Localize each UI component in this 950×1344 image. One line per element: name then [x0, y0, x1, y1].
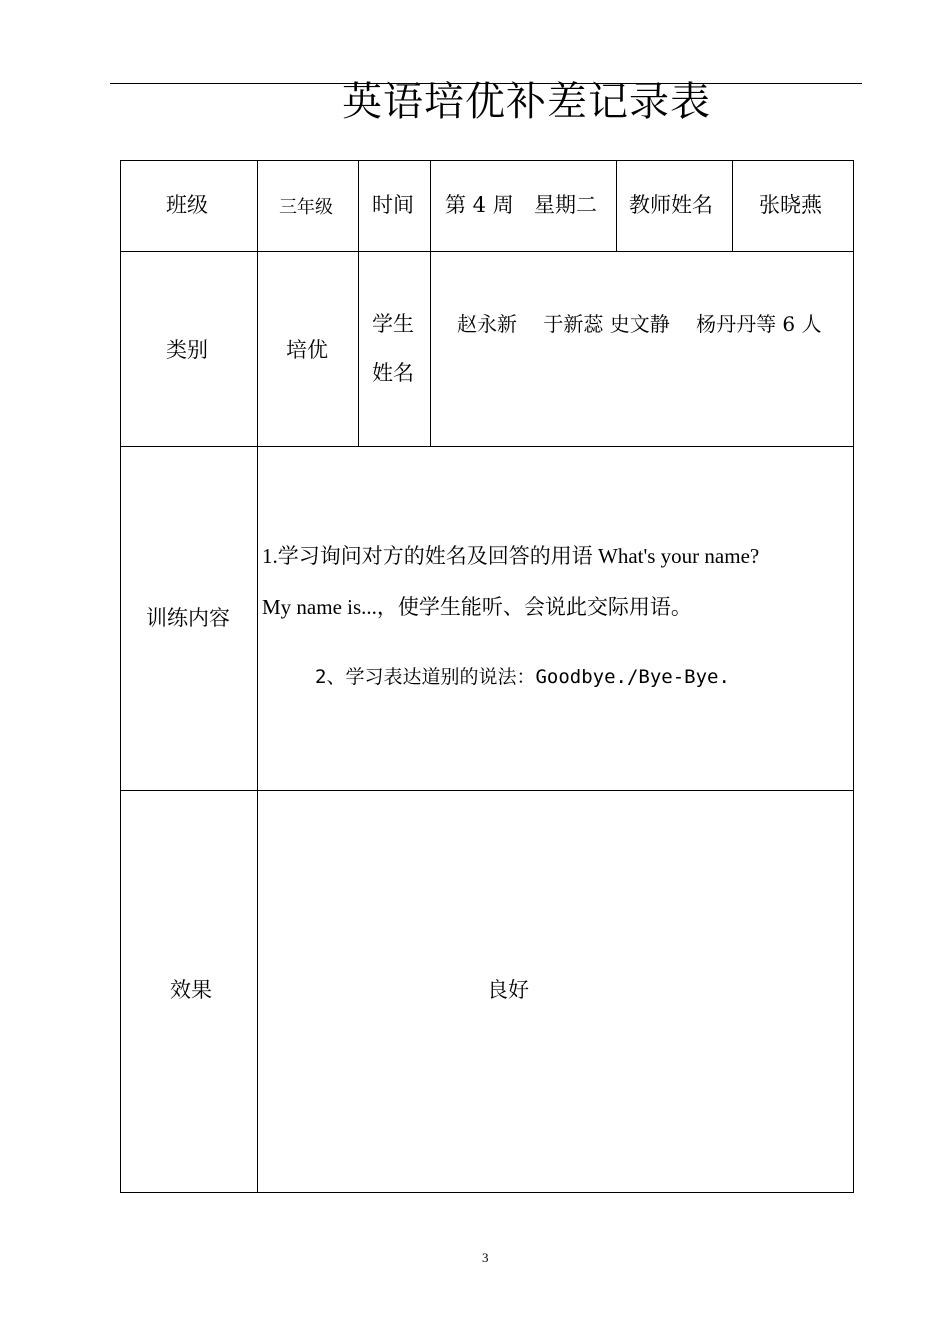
- column-divider: [732, 160, 733, 251]
- row-divider: [120, 251, 854, 252]
- training-content-line1: 1.学习询问对方的姓名及回答的用语 What's your name?: [262, 544, 760, 568]
- training-content-line2: My name is...，使学生能听、会说此交际用语。: [262, 595, 692, 619]
- student-label-line1: 学生: [372, 312, 414, 336]
- class-label: 班级: [166, 193, 208, 217]
- page-number: 3: [482, 1250, 489, 1265]
- class-value: 三年级: [279, 197, 333, 218]
- effect-label: 效果: [170, 978, 212, 1002]
- student-names: 赵永新 于新蕊 史文静 杨丹丹等 6 人: [457, 312, 822, 336]
- column-divider: [616, 160, 617, 251]
- time-day: 星期二: [534, 193, 597, 217]
- training-content-label: 训练内容: [146, 606, 230, 630]
- column-divider: [430, 160, 431, 446]
- time-label: 时间: [372, 193, 414, 217]
- training-content-line3: 2、学习表达道别的说法：Goodbye./Bye-Bye.: [315, 666, 730, 688]
- row-divider: [120, 446, 854, 447]
- teacher-label: 教师姓名: [629, 193, 713, 217]
- column-divider: [257, 160, 258, 1193]
- time-week: 第 4 周: [445, 193, 514, 217]
- student-label-line2: 姓名: [372, 361, 414, 385]
- category-value: 培优: [286, 338, 328, 362]
- category-label: 类别: [166, 338, 208, 362]
- teacher-value: 张晓燕: [759, 193, 822, 217]
- effect-value: 良好: [487, 978, 529, 1002]
- column-divider: [358, 160, 359, 446]
- row-divider: [120, 790, 854, 791]
- document-title: 英语培优补差记录表: [342, 79, 711, 125]
